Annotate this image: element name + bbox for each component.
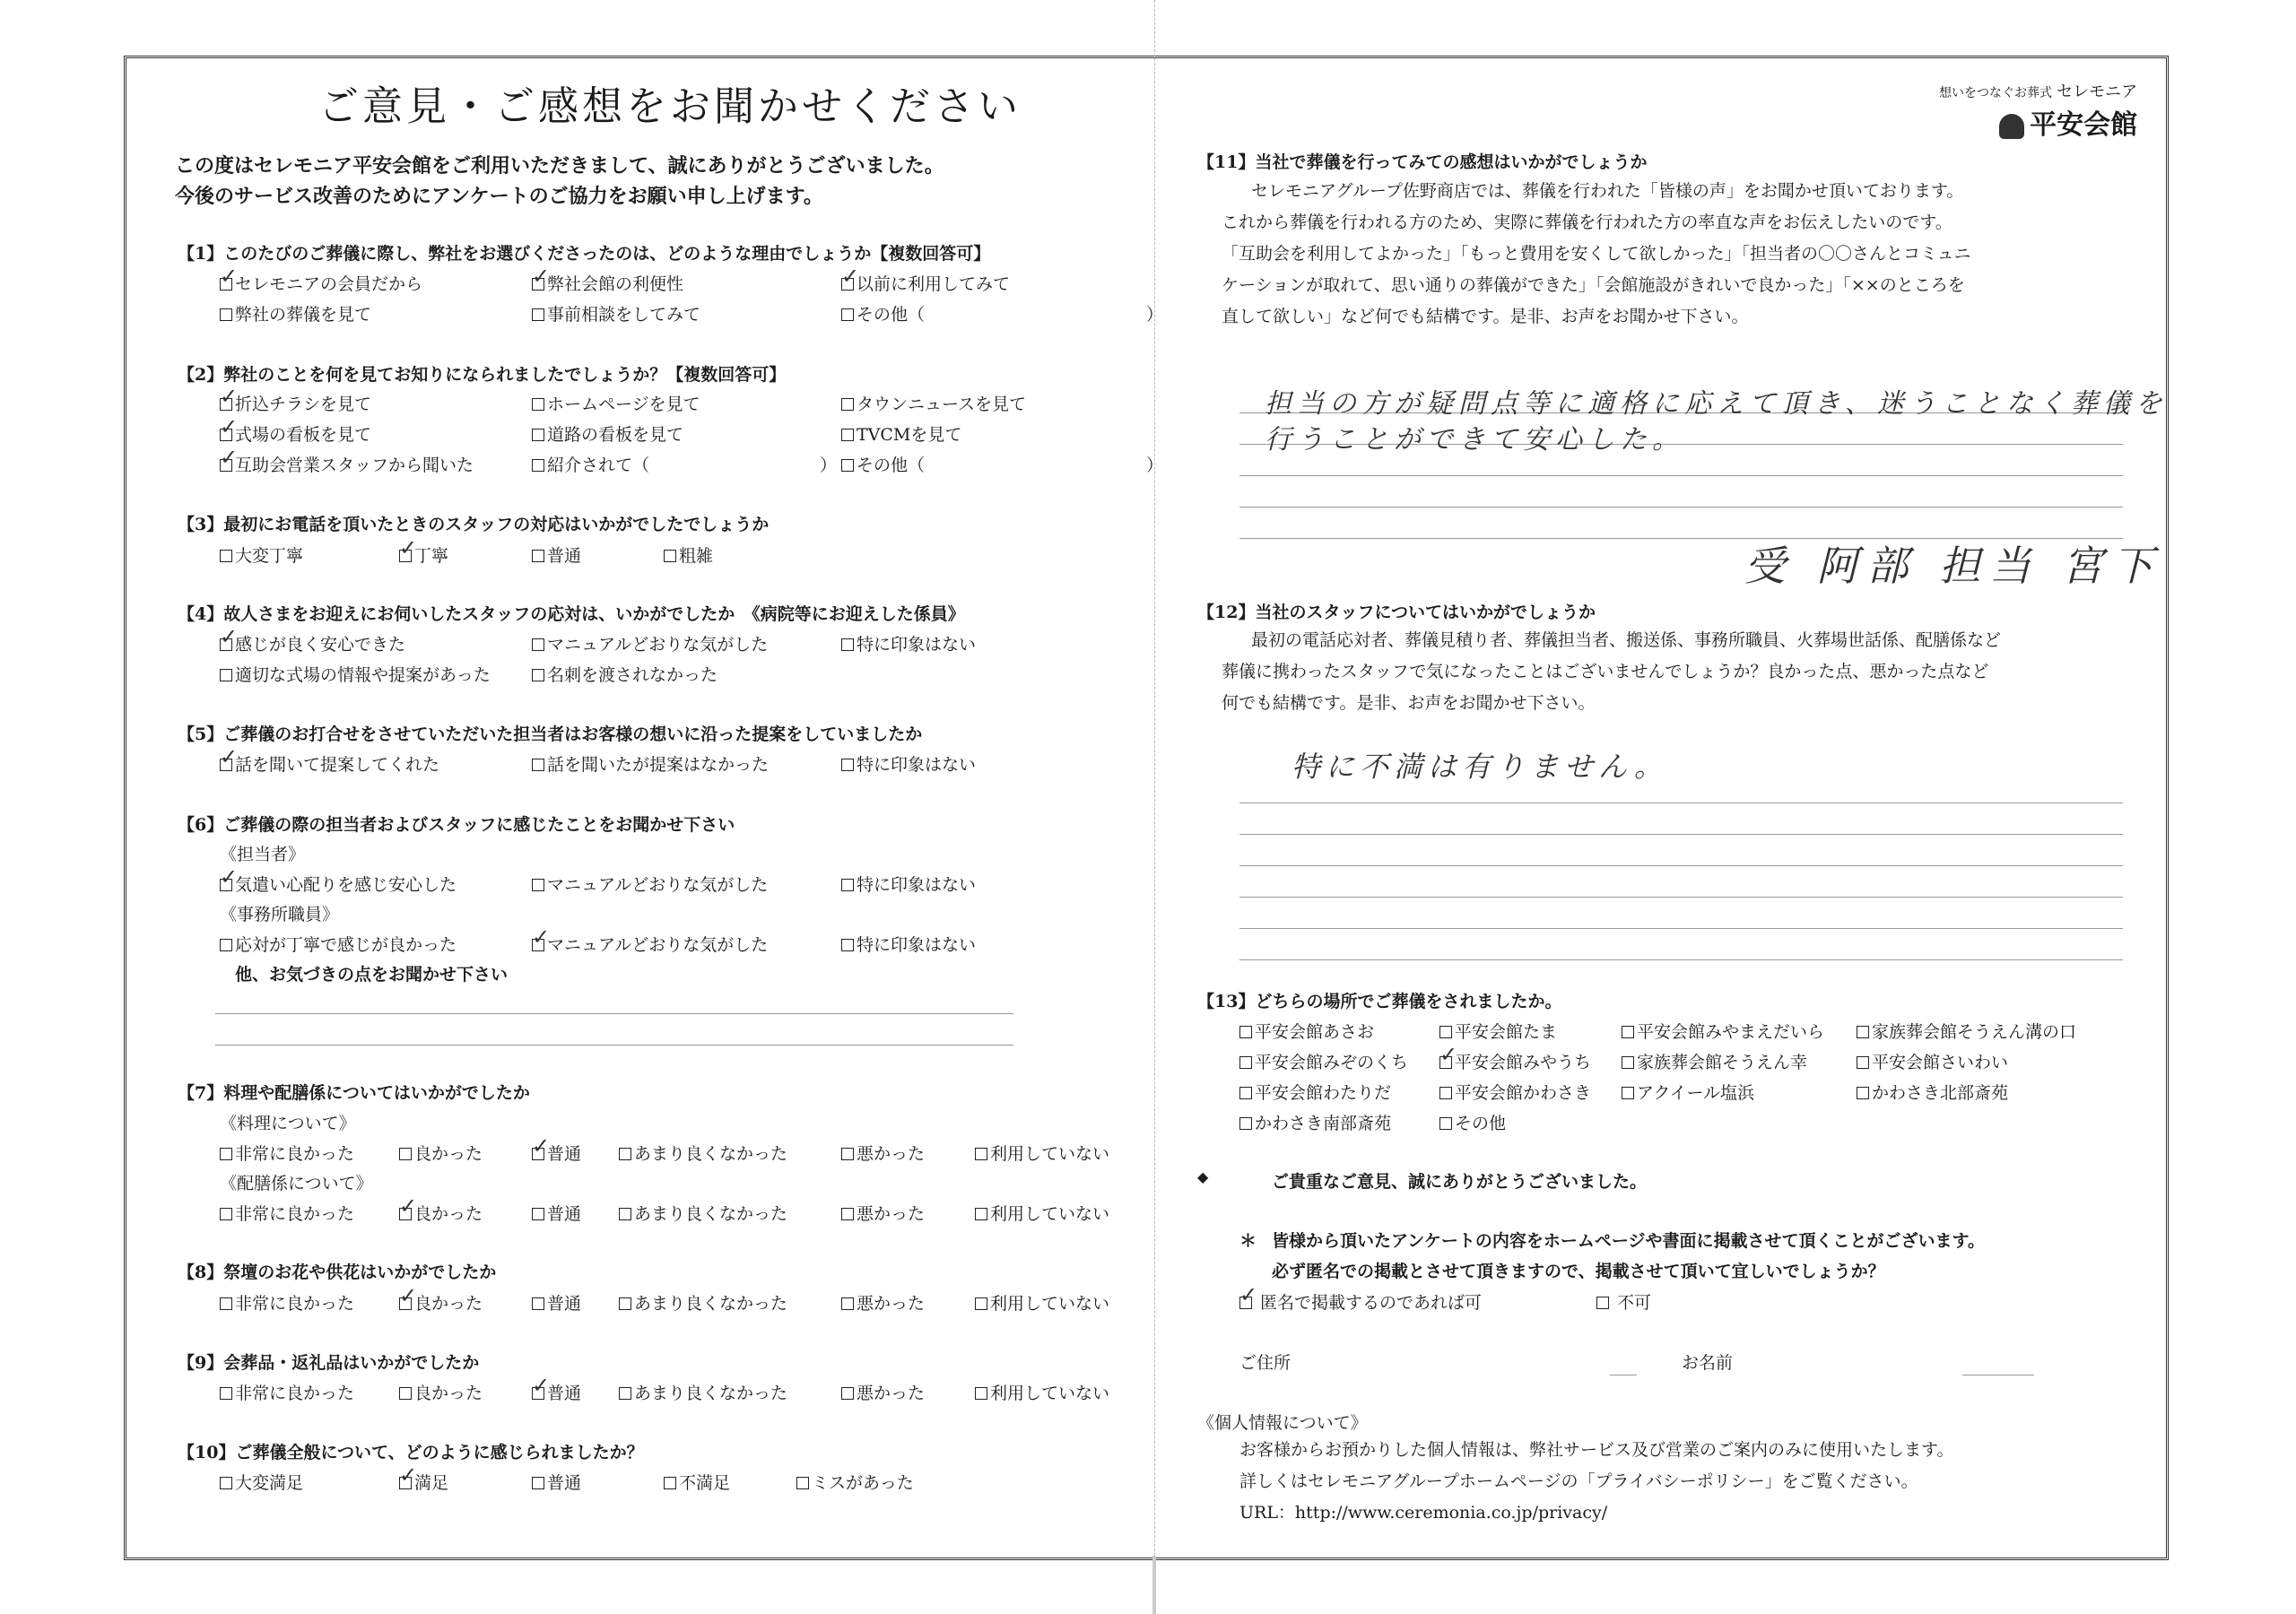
q13-option[interactable]: 家族葬会館そうえん幸 [1622,1049,1807,1073]
q13-option[interactable]: アクイール塩浜 [1622,1080,1754,1104]
checkbox-icon[interactable] [975,1208,987,1220]
checkbox-icon[interactable] [619,1208,631,1220]
q2-option[interactable]: 道路の看板を見て [532,421,683,446]
q13-option[interactable]: 平安会館みぞのくち [1239,1049,1408,1073]
page-title: ご意見・ご感想をお聞かせください [318,82,1022,130]
checkbox-icon[interactable] [841,1387,854,1400]
checkbox-checked-icon[interactable] [220,638,232,651]
fold-mark [1152,1556,1156,1614]
q8-option[interactable]: 利用していない [975,1290,1109,1315]
q3-option[interactable]: 大変丁寧 [220,542,303,567]
q13-option[interactable]: 平安会館あさお [1239,1019,1374,1043]
intro-text: この度はセレモニア平安会館をご利用いただきまして、誠にありがとうございました。 今後のサービス改善のためにアンケートのご協力をお願い申し上げます。 [175,154,944,208]
checkbox-icon[interactable] [664,550,676,562]
publish-note: 皆様から頂いたアンケートの内容をホームページや書面に掲載させて頂くことがございます。 [1272,1231,1985,1251]
checkbox-checked-icon[interactable] [532,1148,544,1160]
checkbox-icon[interactable] [220,1208,232,1220]
checkbox-icon[interactable] [532,1477,544,1489]
checkbox-icon[interactable] [220,1148,232,1160]
q13-option[interactable]: 平安会館さいわい [1857,1049,2008,1073]
checkbox-icon[interactable] [220,550,232,562]
q10-text: 【10】ご葬儀全般について、どのように感じられましたか？ [178,1443,644,1462]
q4-text: 【4】故人さまをお迎えにお伺いしたスタッフの応対は、いかがでしたか 《病院等にお迎えした係員》 [178,604,965,624]
checkbox-icon[interactable] [220,308,232,321]
q5-option[interactable]: 話を聞いたが提案はなかった [532,751,769,776]
q6-option[interactable]: マニュアルどおりな気がした [532,872,768,896]
address-label: ご住所 [1239,1353,1292,1373]
checkbox-icon[interactable] [1439,1087,1452,1099]
checkbox-icon[interactable] [841,308,854,321]
checkbox-icon[interactable] [841,1148,854,1160]
checkbox-icon[interactable] [1439,1026,1452,1038]
q4-option[interactable]: ✓感じが良く安心できた [220,631,405,655]
q7-text: 【7】料理や配膳係についてはいかがでしたか [178,1083,530,1103]
q6-answer-line[interactable] [215,1045,1013,1046]
checkbox-checked-icon[interactable] [399,1297,412,1310]
q6-other-label: 他、お気づきの点をお聞かせ下さい [235,965,509,985]
thanks-text: ご貴重なご意見、誠にありがとうございました。 [1272,1172,1648,1192]
q10-option[interactable]: 不満足 [664,1470,730,1494]
q7-option[interactable]: 利用していない [975,1141,1109,1165]
checkbox-icon[interactable] [399,1387,412,1400]
q2-option[interactable]: TVCMを見て [841,421,961,446]
checkbox-icon[interactable] [796,1477,809,1489]
q2-option[interactable]: 紹介されて（ ） [532,452,837,476]
checkbox-icon[interactable] [841,759,854,771]
diamond-icon: ◆ [1197,1168,1209,1185]
checkbox-icon[interactable] [532,759,544,771]
checkbox-checked-icon[interactable] [532,278,544,291]
center-fold [1154,0,1155,1614]
q2-option[interactable]: ✓折込チラシを見て [220,391,371,415]
q6-option[interactable]: ✓気遣い心配りを感じ安心した [220,872,457,896]
checkbox-checked-icon[interactable] [399,1477,412,1489]
q13-text: 【13】どちらの場所でご葬儀をされましたか。 [1197,992,1562,1011]
q8-option[interactable]: あまり良くなかった [619,1290,787,1315]
checkbox-icon[interactable] [220,1297,232,1310]
q6-option[interactable]: ✓ マニュアルどおりな気がした [532,932,768,956]
checkbox-checked-icon[interactable] [532,1387,544,1400]
checkbox-icon[interactable] [1239,1026,1252,1038]
checkbox-icon[interactable] [220,939,232,951]
q1-option[interactable]: ✓セレモニアの会員だから [220,271,422,295]
q4-option[interactable]: 適切な式場の情報や提案があった [220,662,491,686]
checkbox-checked-icon[interactable] [220,759,232,771]
q7-option[interactable]: 良かった [399,1141,483,1165]
checkbox-icon[interactable] [975,1148,987,1160]
q13-option[interactable]: かわさき北部斎苑 [1857,1080,2008,1104]
q7-sub-food: 《料理について》 [220,1114,356,1133]
checkbox-checked-icon[interactable] [532,939,544,951]
checkbox-icon[interactable] [664,1477,676,1489]
name-label: お名前 [1682,1353,1734,1373]
q5-text: 【5】ご葬儀のお打合せをさせていただいた担当者はお客様の想いに沿った提案をしていましたか [178,725,923,744]
checkbox-icon[interactable] [532,550,544,562]
q1-text: 【1】このたびのご葬儀に際し、弊社をお選びくださったのは、どのような理由でしょうか【複数回答可】 [178,244,991,264]
checkbox-checked-icon[interactable] [220,459,232,472]
q8-option[interactable]: 悪かった [841,1290,925,1315]
q9-option[interactable]: 非常に良かった [220,1380,354,1404]
q6-option[interactable]: 応対が丁寧で感じが良かった [220,932,457,956]
q12-answer-line[interactable] [1239,865,2123,866]
q10-option[interactable]: 普通 [532,1470,581,1494]
q12-answer-line[interactable] [1239,928,2123,929]
checkbox-icon[interactable] [619,1387,631,1400]
asterisk-icon: ＊ [1239,1231,1257,1251]
checkbox-icon[interactable] [399,1148,412,1160]
q13-option[interactable]: 家族葬会館そうえん溝の口 [1857,1019,2076,1043]
privacy-text: お客様からお預かりした個人情報は、弊社サービス及び営業のご案内のみに使用いたします。 詳しくはセレモニアグループホームページの「プライバシーポリシー」をご覧ください。 URL：http://www.ceremonia.co.jp/privacy/ [1239,1435,1953,1529]
q2-text: 【2】弊社のことを何を見てお知りになられましたでしょうか？【複数回答可】 [178,365,787,385]
checkbox-icon[interactable] [1596,1297,1609,1309]
q7-option[interactable]: あまり良くなかった [619,1141,787,1165]
q2-option[interactable]: ✓互助会営業スタッフから聞いた [220,452,474,476]
q12-handwritten-answer: 特に不満は有りません。 [1292,750,1668,784]
q2-option[interactable]: タウンニュースを見て [841,391,1026,415]
q4-option[interactable]: マニュアルどおりな気がした [532,631,768,655]
q1-option[interactable]: 弊社の葬儀を見て [220,301,371,325]
checkbox-icon[interactable] [619,1148,631,1160]
checkbox-checked-icon[interactable] [220,879,232,891]
checkbox-checked-icon[interactable] [399,1208,412,1220]
brand-logo: 想いをつなぐお葬式 セレモニア 平安会館 [1939,82,2138,141]
q3-option[interactable]: ✓ 丁寧 [399,542,448,567]
checkbox-icon[interactable] [1622,1087,1634,1099]
q11-description-cont: これから葬儀を行われる方のため、実際に葬儀を行われた方の率直な声をお伝えしたいのです。 「互助会を利用してよかった」「もっと費用を安くして欲しかった」「担当者の〇〇さんとコミュニ ケーションが取れて、思い通りの葬儀ができた」「会館施設がきれいで良かった」「××のところを 直して欲しい」など何でも結構です。是非、お声をお聞かせ下さい。 [1222,213,1971,326]
checkbox-icon[interactable] [532,638,544,651]
checkbox-checked-icon[interactable] [220,398,232,411]
checkbox-icon[interactable] [532,398,544,411]
checkbox-icon[interactable] [619,1297,631,1310]
q4-option[interactable]: 特に印象はない [841,631,976,655]
checkbox-icon[interactable] [1622,1026,1634,1038]
checkbox-icon[interactable] [532,308,544,321]
checkbox-icon[interactable] [1857,1026,1869,1038]
checkbox-checked-icon[interactable] [841,278,854,291]
checkbox-icon[interactable] [1857,1087,1869,1099]
q4-option[interactable]: 名刺を渡されなかった [532,662,718,686]
q9-option[interactable]: 良かった [399,1380,483,1404]
checkbox-icon[interactable] [1239,1087,1252,1099]
checkbox-icon[interactable] [1239,1056,1252,1069]
q8-option[interactable]: ✓ 良かった [399,1290,483,1315]
q13-option[interactable]: ✓ 平安会館みやうち [1439,1049,1591,1073]
q12-description-cont: 葬儀に携わったスタッフで気になったことはございませんでしょうか？良かった点、悪かった点など 何でも結構です。是非、お声をお聞かせ下さい。 [1222,662,1989,713]
q8-text: 【8】祭壇のお花や供花はいかがでしたか [178,1263,497,1282]
q9-option[interactable]: あまり良くなかった [619,1380,787,1404]
checkbox-icon[interactable] [532,459,544,472]
q9-option[interactable]: ✓ 普通 [532,1380,581,1404]
checkbox-icon[interactable] [220,669,232,681]
q10-option[interactable]: ✓ 満足 [399,1470,448,1494]
q9-option[interactable]: 利用していない [975,1380,1109,1404]
q2-option[interactable]: その他（ ） [841,452,1163,476]
privacy-title: 《個人情報について》 [1197,1413,1368,1433]
checkbox-icon[interactable] [532,669,544,681]
checkbox-icon[interactable] [841,1208,854,1220]
q6-answer-line[interactable] [215,1013,1013,1014]
q6-text: 【6】ご葬儀の際の担当者およびスタッフに感じたことをお聞かせ下さい [178,815,735,835]
checkbox-checked-icon[interactable] [220,278,232,291]
checkbox-icon[interactable] [841,398,854,411]
q7-option[interactable]: あまり良くなかった [619,1201,787,1225]
checkbox-icon[interactable] [220,1477,232,1489]
q11-handwritten-answer: 担当の方が疑問点等に適格に応えて頂き、迷うことなく葬儀を [1265,388,2168,420]
q5-option[interactable]: 特に印象はない [841,751,976,776]
checkbox-icon[interactable] [841,879,854,891]
q13-option[interactable]: 平安会館かわさき [1439,1080,1591,1104]
q1-option[interactable]: 事前相談をしてみて [532,301,700,325]
publish-question: 必ず匿名での掲載とさせて頂きますので、掲載させて頂いて宜しいでしょうか？ [1272,1262,1885,1281]
q1-option[interactable]: その他（ ） [841,301,1163,325]
q2-option[interactable]: ✓式場の看板を見て [220,421,371,446]
checkbox-checked-icon[interactable] [220,429,232,441]
checkbox-icon[interactable] [532,879,544,891]
q7-option[interactable]: 非常に良かった [220,1141,354,1165]
q2-option[interactable]: ホームページを見て [532,391,700,415]
checkbox-icon[interactable] [841,459,854,472]
q7-option[interactable]: ✓ 普通 [532,1141,581,1165]
q12-description: 最初の電話応対者、葬儀見積り者、葬儀担当者、搬送係、事務所職員、火葬場世話係、配膳係など [1251,630,2002,650]
q11-text: 【11】当社で葬儀を行ってみての感想はいかがでしょうか [1197,152,1648,172]
checkbox-icon[interactable] [841,429,854,441]
q5-option[interactable]: ✓話を聞いて提案してくれた [220,751,439,776]
q6-sub-staff: 《担当者》 [220,845,306,864]
q13-option[interactable]: その他 [1439,1110,1506,1134]
q10-option[interactable]: 大変満足 [220,1470,303,1494]
privacy-url[interactable]: URL：http://www.ceremonia.co.jp/privacy/ [1239,1503,1608,1523]
q7-option[interactable]: 利用していない [975,1201,1109,1225]
q7-option[interactable]: 悪かった [841,1141,925,1165]
checkbox-checked-icon[interactable] [1239,1297,1252,1309]
q9-option[interactable]: 悪かった [841,1380,925,1404]
q13-option[interactable]: 平安会館わたりだ [1239,1080,1391,1104]
q1-option[interactable]: ✓ 弊社会館の利便性 [532,271,683,295]
q8-option[interactable]: 普通 [532,1290,581,1315]
q7-option[interactable]: 非常に良かった [220,1201,354,1225]
checkbox-checked-icon[interactable] [1439,1056,1452,1069]
q11-answer-line[interactable] [1239,507,2123,508]
q12-answer-line[interactable] [1239,834,2123,835]
brand-mark-icon [1999,114,2024,139]
q7-option[interactable]: 悪かった [841,1201,925,1225]
q12-text: 【12】当社のスタッフについてはいかがでしょうか [1197,603,1596,622]
checkbox-icon[interactable] [1439,1117,1452,1130]
q3-option[interactable]: 粗雑 [664,542,713,567]
q6-option[interactable]: 特に印象はない [841,872,976,896]
q10-option[interactable]: ミスがあった [796,1470,914,1494]
publish-ng-option[interactable]: 不可 [1596,1289,1651,1314]
q7-sub-server: 《配膳係について》 [220,1174,373,1193]
checkbox-icon[interactable] [975,1387,987,1400]
checkbox-icon[interactable] [532,1297,544,1310]
q7-option[interactable]: 普通 [532,1201,581,1225]
q12-answer-line[interactable] [1239,959,2123,960]
checkbox-icon[interactable] [532,1208,544,1220]
q13-option[interactable]: 平安会館たま [1439,1019,1557,1043]
staff-signature: 受 阿部 担当 宮下 [1744,542,2162,590]
q8-option[interactable]: 非常に良かった [220,1290,354,1315]
checkbox-icon[interactable] [841,939,854,951]
publish-ok-option[interactable]: ✓ 匿名で掲載するのであれば可 [1239,1289,1482,1314]
q13-option[interactable]: 平安会館みやまえだいら [1622,1019,1824,1043]
checkbox-icon[interactable] [975,1297,987,1310]
checkbox-icon[interactable] [1857,1056,1869,1069]
q1-option[interactable]: ✓ 以前に利用してみて [841,271,1010,295]
q11-description: セレモニアグループ佐野商店では、葬儀を行われた「皆様の声」をお聞かせ頂いております。 [1251,181,1964,201]
checkbox-checked-icon[interactable] [399,550,412,562]
checkbox-icon[interactable] [1622,1056,1634,1069]
q12-answer-line[interactable] [1239,897,2123,898]
q3-text: 【3】最初にお電話を頂いたときのスタッフの対応はいかがでしたでしょうか [178,515,770,534]
checkbox-icon[interactable] [1239,1117,1252,1130]
q11-handwritten-answer: 行うことができて安心した。 [1265,424,1684,456]
checkbox-icon[interactable] [841,1297,854,1310]
checkbox-icon[interactable] [841,638,854,651]
q3-option[interactable]: 普通 [532,542,581,567]
q13-option[interactable]: かわさき南部斎苑 [1239,1110,1391,1134]
q6-option[interactable]: 特に印象はない [841,932,976,956]
checkbox-icon[interactable] [532,429,544,441]
checkbox-icon[interactable] [220,1387,232,1400]
q7-option[interactable]: ✓ 良かった [399,1201,483,1225]
q9-text: 【9】会葬品・返礼品はいかがでしたか [178,1353,480,1373]
q11-answer-line[interactable] [1239,475,2123,476]
q6-sub-office: 《事務所職員》 [220,905,340,924]
